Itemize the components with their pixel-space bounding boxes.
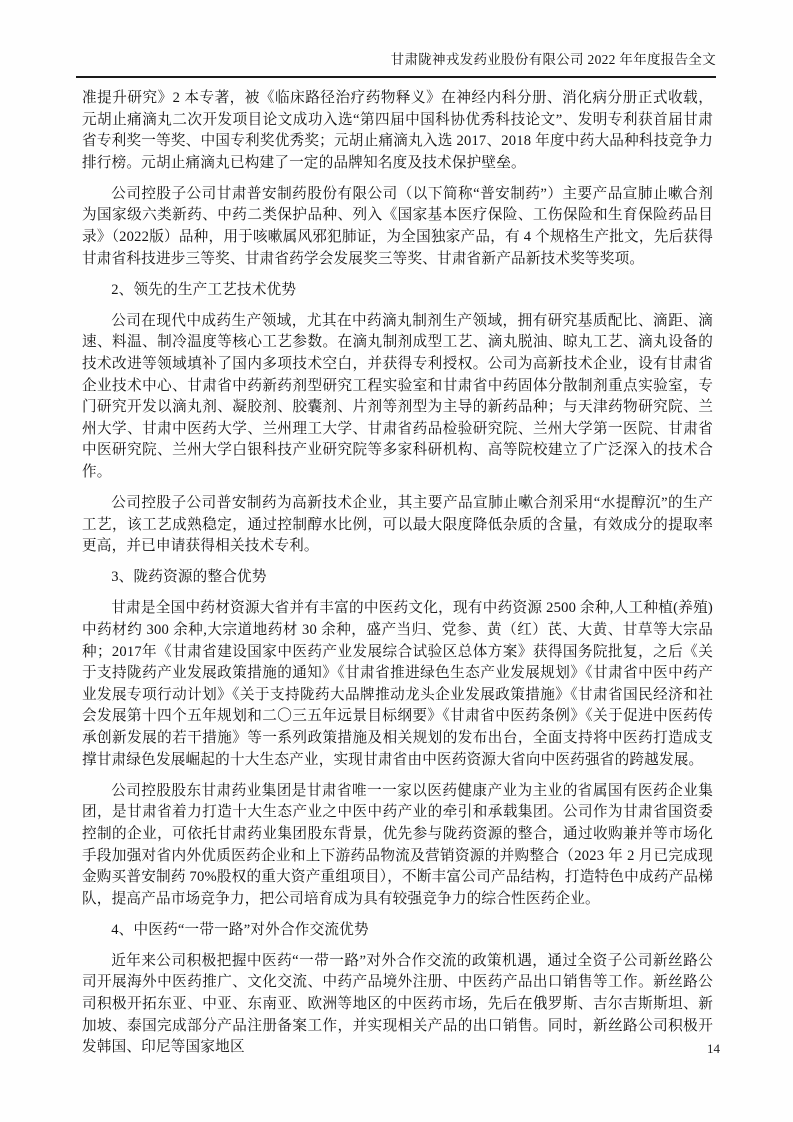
page-number: 14 <box>707 1041 720 1056</box>
paragraph: 公司控股子公司普安制药为高新技术企业，其主要产品宣肺止嗽合剂采用“水提醇沉”的生产工艺，该工艺成熟稳定，通过控制醇水比例，可以最大限度降低杂质的含量，有效成分的提取率更高，并已申请获得相关技术专利。 <box>82 495 713 555</box>
paragraph: 公司控股股东甘肃药业集团是甘肃省唯一一家以医药健康产业为主业的省属国有医药企业集团，是甘肃省着力打造十大生态产业之中医中药产业的牵引和承载集团。公司作为甘肃省国资委控制的企业，可依托甘肃药业集团股东背景，优先参与陇药资源的整合，通过收购兼并等市场化手段加强对省内外优质医药企业和上下游药品物流及营销资源的并购整合（2023 年 2 月已完成现金购买普安制药 70%股权的重大资产重组项目），不断丰富公司产品结构，打造特色中成药产品梯队，提高产品市场竞争力，把公司培育成为具有较强竞争力的综合性医药企业。 <box>82 782 713 907</box>
section-heading: 3、陇药资源的整合优势 <box>111 569 267 586</box>
paragraph: 准提升研究》2 本专著，被《临床路径治疗药物释义》在神经内科分册、消化病分册正式收载，元胡止痛滴丸二次开发项目论文成功入选“第四届中国科协优秀科技论文”、发明专利获首届甘肃省专利奖一等奖、中国专利奖优秀奖；元胡止痛滴丸入选 2017、2018 年度中药大品种科技竞争力排行榜。元胡止痛滴丸已构建了一定的品牌知名度及技术保护壁垒。 <box>82 90 713 171</box>
paragraph: 公司控股子公司甘肃普安制药股份有限公司（以下简称“普安制药”）主要产品宣肺止嗽合剂为国家级六类新药、中药二类保护品种、列入《国家基本医疗保险、工伤保险和生育保险药品目录》（2022版）品种，用于咳嗽属风邪犯肺证，为全国独家产品，有 4 个规格生产批文，先后获得甘肃省科技进步三等奖、甘肃省药学会发展奖三等奖、甘肃省新产品新技术奖等奖项。 <box>82 185 713 267</box>
document-body <box>82 88 713 1068</box>
paragraph: 近年来公司积极把握中医药“一带一路”对外合作交流的政策机遇，通过全资子公司新丝路公司开展海外中医药推广、文化交流、中药产品境外注册、中医药产品出口销售等工作。新丝路公司积极开拓东亚、中亚、东南亚、欧洲等地区的中医药市场，先后在俄罗斯、吉尔吉斯斯坦、新加坡、泰国完成部分产品注册备案工作，并实现相关产品的出口销售。同时，新丝路公司积极开发韩国、印尼等国家地区 <box>82 952 713 1056</box>
paragraph: 公司在现代中成药生产领域，尤其在中药滴丸制剂生产领域，拥有研究基质配比、滴距、滴速、料温、制冷温度等核心工艺参数。在滴丸制剂成型工艺、滴丸脱油、晾丸工艺、滴丸设备的技术改进等领域填补了国内多项技术空白，并获得专利授权。公司为高新技术企业，设有甘肃省企业技术中心、甘肃省中药新药剂型研究工程实验室和甘肃省中药固体分散制剂重点实验室，专门研究开发以滴丸剂、凝胶剂、胶囊剂、片剂等剂型为主导的新药品种；与天津药物研究院、兰州大学、甘肃中医药大学、兰州理工大学、甘肃省药品检验研究院、兰州大学第一医院、甘肃省中医研究院、兰州大学白银科技产业研究院等多家科研机构、高等院校建立了广泛深入的技术合作。 <box>82 312 713 480</box>
section-heading: 2、领先的生产工艺技术优势 <box>111 281 297 298</box>
page-header <box>76 51 716 78</box>
report-title: 甘肃陇神戎发药业股份有限公司 2022 年年度报告全文 <box>390 52 716 67</box>
paragraph: 甘肃是全国中药材资源大省并有丰富的中医药文化，现有中药资源 2500 余种,人工种植(养殖)中药材约 300 余种,大宗道地药材 30 余种，盛产当归、党参、黄（红）芪、大黄、甘草等大宗品种；2017年《甘肃省建设国家中医药产业发展综合试验区总体方案》获得国务院批复，之后《关于支持陇药产业发展政策措施的通知》《甘肃省推进绿色生态产业发展规划》《甘肃省中医中药产业发展专项行动计划》《关于支持陇药大品牌推动龙头企业发展政策措施》《甘肃省国民经济和社会发展第十四个五年规划和二〇三五年远景目标纲要》《甘肃省中医药条例》《关于促进中医药传承创新发展的若干措施》等一系列政策措施及相关规划的发布出台，全面支持将中医药打造成支撑甘肃绿色发展崛起的十大生态产业，实现甘肃省由中医药资源大省向中医药强省的跨越发展。 <box>82 600 713 768</box>
section-heading: 4、中医药“一带一路”对外合作交流优势 <box>111 921 369 938</box>
